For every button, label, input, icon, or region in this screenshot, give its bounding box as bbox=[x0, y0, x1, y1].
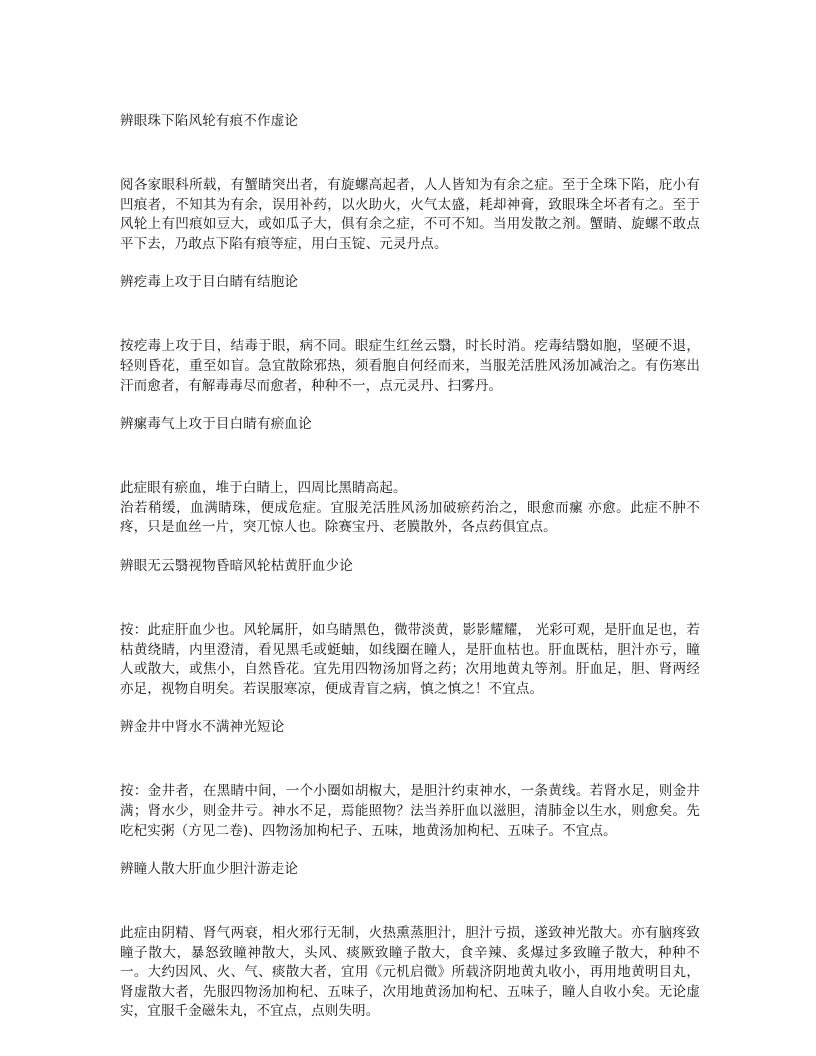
section-paragraph: 治若稍缓，血满睛珠，便成危症。宜服羌活胜风汤加破瘀药治之，眼愈而瘰 亦愈。此症不肿不疼，只是血丝一片，突兀惊人也。除赛宝丹、老膜散外，各点药俱宜点。 bbox=[120, 499, 700, 536]
section-golden-well bbox=[120, 718, 700, 841]
section-paragraph: 此症眼有瘀血，堆于白睛上，四周比黑睛高起。 bbox=[120, 480, 407, 497]
section-dilated-pupil bbox=[120, 860, 700, 1022]
section-heading: 辨疙毒上攻于目白睛有结胞论 bbox=[120, 274, 299, 291]
section-heading: 辨瘰毒气上攻于目白睛有瘀血论 bbox=[120, 416, 312, 433]
section-heading: 辨眼无云翳视物昏暗风轮枯黄肝血少论 bbox=[120, 557, 353, 574]
section-paragraph: 此症由阴精、肾气两衰，相火邪行无制，火热熏蒸胆汁，胆汁亏损，遂致神光散大。亦有脑疼致瞳子散大，暴怒致瞳神散大，头风、痰厥致瞳子散大，食辛辣、炙爆过多致瞳子散大，种种不一。大约因风、火、气、痰散大者，宜用《元机启微》所载济阴地黄丸收小，再用地黄明目丸，肾虚散大者，先服四物汤加枸杞、五味子，次用地黄汤加枸杞、五味子，瞳人自收小矣。无论虚实，宜服千金磁朱丸，不宜点，点则失明。 bbox=[120, 925, 700, 1020]
section-liver-blood-deficiency bbox=[120, 557, 700, 699]
section-heading: 辨金井中肾水不满神光短论 bbox=[120, 719, 285, 736]
section-heading: 辨眼珠下陷风轮有痕不作虚论 bbox=[120, 113, 299, 129]
section-stasis-blood bbox=[120, 415, 700, 538]
section-paragraph: 按：此症肝血少也。风轮属肝，如乌睛黑色，微带淡黄，影影耀耀， 光彩可观，是肝血足也，若枯黄绕睛，内里澄清，看见黑毛或蜓蚰，如线圈在瞳人，是肝血枯也。肝血既枯，胆汁亦亏，瞳人或散大，或焦小，自然昏花。宜先用四物汤加肾之药；次用地黄丸等剂。肝血足，胆、肾两经亦足，视物自明矣。若误服寒凉，便成青盲之病，慎之慎之！不宜点。 bbox=[120, 621, 700, 697]
document-page bbox=[120, 112, 700, 1022]
section-sunken-eyeball bbox=[120, 112, 700, 254]
section-paragraph: 阅各家眼科所载，有蟹睛突出者，有旋螺高起者，人人皆知为有余之症。至于全珠下陷，庇小有凹痕者，不知其为有余，误用补药，以火助火，火气太盛，耗却神膏，致眼珠全坏者有之。至于风轮上有凹痕如豆大，或如瓜子大，俱有余之症，不可不知。当用发散之剂。蟹睛、旋螺不敢点平下去，乃敢点下陷有痕等症，用白玉锭、元灵丹点。 bbox=[120, 177, 700, 252]
section-paragraph: 按疙毒上攻于目，结毒于眼，病不同。眼症生红丝云翳，时长时消。疙毒结翳如胞，坚硬不退，轻则昏花，重至如盲。急宜散除邪热，须看胞自何经而来，当服羌活胜风汤加减治之。有伤寒出汗而愈者，有解毒毒尽而愈者，种种不一，点元灵丹、扫雾丹。 bbox=[120, 338, 700, 394]
section-sore-poison-cyst bbox=[120, 273, 700, 396]
section-paragraph: 按：金井者，在黑睛中间，一个小圈如胡椒大，是胆汁约束神水，一条黄线。若肾水足，则金井满；肾水少，则金井亏。神水不足，焉能照物？法当养肝血以滋胆，清肺金以生水，则愈矣。先吃杞实粥（方见二卷)、四物汤加枸杞子、五味，地黄汤加枸杞、五味子。不宜点。 bbox=[120, 783, 700, 839]
section-heading: 辨瞳人散大肝血少胆汁游走论 bbox=[120, 861, 299, 878]
